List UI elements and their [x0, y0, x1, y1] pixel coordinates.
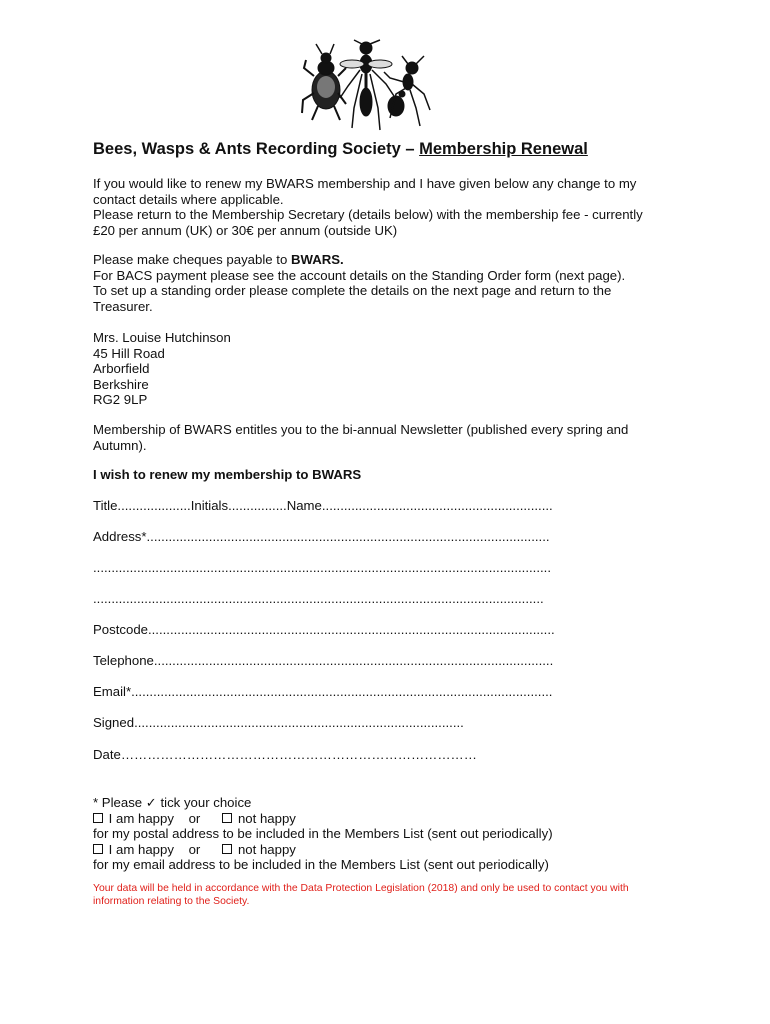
consent-instruction: * Please ✓ tick your choice	[93, 795, 252, 810]
date-field[interactable]: Date………………………………………………………………………	[93, 747, 477, 762]
email-consent-text: for my email address to be included in the Members List (sent out periodically)	[93, 857, 549, 872]
intro-line: Please return to the Membership Secretary (details below) with the membership fee - currently	[93, 207, 643, 222]
or-label: or	[188, 841, 201, 857]
address-field-line2[interactable]: .............................................................................................................................	[93, 560, 551, 575]
insects-logo	[300, 38, 434, 134]
bacs-line: For BACS payment please see the account details on the Standing Order form (next page).	[93, 267, 626, 283]
title-underlined: Membership Renewal	[419, 140, 588, 158]
signature-field[interactable]: Signed..........................................................................................	[93, 715, 464, 730]
intro-line: contact details where applicable.	[93, 191, 284, 207]
address-street: 45 Hill Road	[93, 345, 165, 361]
address-town: Arborfield	[93, 361, 150, 376]
privacy-line: Your data will be held in accordance with the Data Protection Legislation (2018) and only be used to contact you with	[93, 883, 629, 894]
cheques-payee: BWARS.	[290, 252, 344, 267]
secretary-address	[93, 330, 703, 408]
newsletter-line: Membership of BWARS entitles you to the bi-annual Newsletter (published every spring and	[93, 422, 629, 437]
postal-happy-checkbox[interactable]	[93, 813, 103, 823]
not-happy-label: not happy	[237, 810, 296, 826]
newsletter-line: Autumn).	[93, 437, 147, 453]
happy-label: I am happy	[108, 841, 174, 857]
page-title	[93, 140, 588, 159]
postal-consent-options	[93, 811, 703, 827]
address-field[interactable]: Address*..............................................................................................................	[93, 529, 550, 544]
or-label: or	[188, 810, 201, 826]
payment-paragraph	[93, 252, 703, 314]
title-initials-name-field[interactable]: Title....................Initials................Name...............................................................	[93, 498, 553, 513]
email-not-happy-checkbox[interactable]	[222, 844, 232, 854]
not-happy-label: not happy	[237, 841, 296, 857]
privacy-notice	[93, 883, 703, 908]
privacy-line: information relating to the Society.	[93, 895, 250, 907]
cheques-prefix: Please make cheques payable to	[93, 252, 291, 267]
bee-icon	[302, 44, 346, 120]
newsletter-paragraph	[93, 422, 703, 453]
email-happy-checkbox[interactable]	[93, 844, 103, 854]
email-consent-options	[93, 842, 703, 858]
postal-not-happy-checkbox[interactable]	[222, 813, 232, 823]
postal-consent-text: for my postal address to be included in the Members List (sent out periodically)	[93, 826, 553, 841]
renewal-heading: I wish to renew my membership to BWARS	[93, 467, 362, 482]
intro-line: £20 per annum (UK) or 30€ per annum (outside UK)	[93, 222, 398, 238]
consent-section	[93, 795, 703, 873]
intro-paragraph	[93, 176, 703, 238]
intro-line: If you would like to renew my BWARS membership and I have given below any change to my	[93, 176, 637, 191]
standing-order-line: To set up a standing order please complete the details on the next page and return to the	[93, 283, 612, 298]
cheques-line	[93, 252, 703, 268]
address-postcode: RG2 9LP	[93, 392, 148, 407]
title-main: Bees, Wasps & Ants Recording Society –	[93, 140, 420, 158]
address-name: Mrs. Louise Hutchinson	[93, 330, 231, 345]
happy-label: I am happy	[108, 810, 174, 826]
address-county: Berkshire	[93, 376, 149, 392]
address-field-line3[interactable]: ...........................................................................................................................	[93, 591, 544, 606]
standing-order-line: Treasurer.	[93, 298, 153, 314]
email-field[interactable]: Email*...................................................................................................................	[93, 684, 553, 699]
wasp-icon	[340, 40, 394, 130]
postcode-field[interactable]: Postcode...............................................................................................................	[93, 622, 555, 637]
telephone-field[interactable]: Telephone.............................................................................................................	[93, 653, 554, 668]
